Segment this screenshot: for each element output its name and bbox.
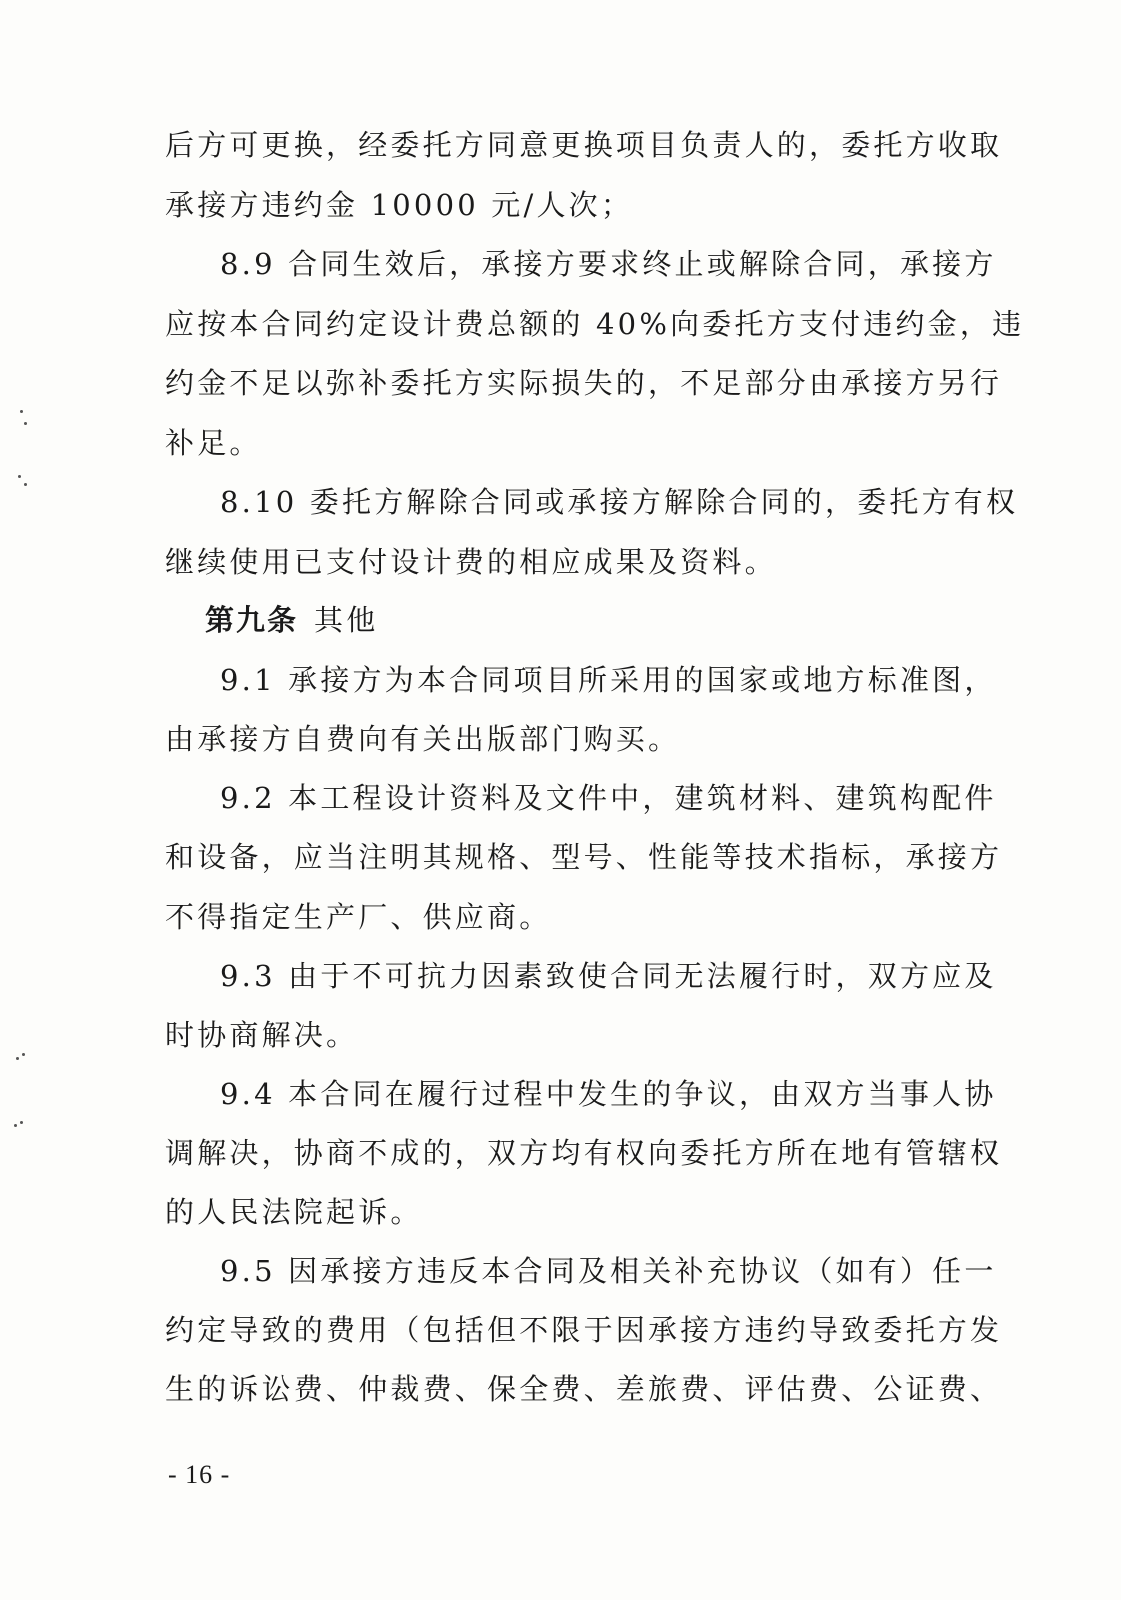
scan-speck — [18, 475, 21, 478]
text-line: 9.4 本合同在履行过程中发生的争议，由双方当事人协 — [220, 1077, 997, 1111]
text-line: 应按本合同约定设计费总额的 40%向委托方支付违约金，违 — [165, 307, 1025, 341]
section-heading — [205, 600, 995, 640]
text-line: 和设备，应当注明其规格、型号、性能等技术指标，承接方 — [165, 840, 1003, 874]
text-line: 不得指定生产厂、供应商。 — [165, 900, 552, 934]
text-line: 补足。 — [165, 426, 262, 460]
text-line: 生的诉讼费、仲裁费、保全费、差旅费、评估费、公证费、 — [165, 1372, 1003, 1406]
text-line: 9.2 本工程设计资料及文件中，建筑材料、建筑构配件 — [220, 781, 997, 815]
scan-speck — [24, 422, 27, 425]
section-title: 其他 — [314, 603, 379, 637]
text-line: 由承接方自费向有关出版部门购买。 — [165, 722, 681, 756]
text-line: 8.9 合同生效后，承接方要求终止或解除合同，承接方 — [220, 247, 997, 281]
text-line: 约定导致的费用（包括但不限于因承接方违约导致委托方发 — [165, 1313, 1003, 1347]
scan-speck — [24, 483, 27, 486]
text-line: 调解决，协商不成的，双方均有权向委托方所在地有管辖权 — [165, 1136, 1003, 1170]
scan-speck — [16, 1057, 19, 1060]
scan-speck — [20, 410, 23, 413]
text-line: 时协商解决。 — [165, 1018, 359, 1052]
text-line: 约金不足以弥补委托方实际损失的，不足部分由承接方另行 — [165, 366, 1003, 400]
text-line: 9.5 因承接方违反本合同及相关补充协议（如有）任一 — [220, 1254, 997, 1288]
section-number: 第九条 — [205, 603, 299, 637]
scan-speck — [14, 1124, 17, 1127]
text-line: 9.1 承接方为本合同项目所采用的国家或地方标准图， — [220, 663, 997, 697]
text-line: 9.3 由于不可抗力因素致使合同无法履行时，双方应及 — [220, 959, 997, 993]
text-line: 继续使用已支付设计费的相应成果及资料。 — [165, 545, 777, 579]
text-line: 后方可更换，经委托方同意更换项目负责人的，委托方收取 — [165, 128, 1003, 162]
scan-speck — [22, 1053, 25, 1056]
scan-speck — [20, 1121, 23, 1124]
text-line: 的人民法院起诉。 — [165, 1195, 423, 1229]
text-line: 承接方违约金 10000 元/人次； — [165, 188, 634, 222]
text-line: 8.10 委托方解除合同或承接方解除合同的，委托方有权 — [220, 485, 1019, 519]
page-number: - 16 - — [168, 1460, 231, 1489]
